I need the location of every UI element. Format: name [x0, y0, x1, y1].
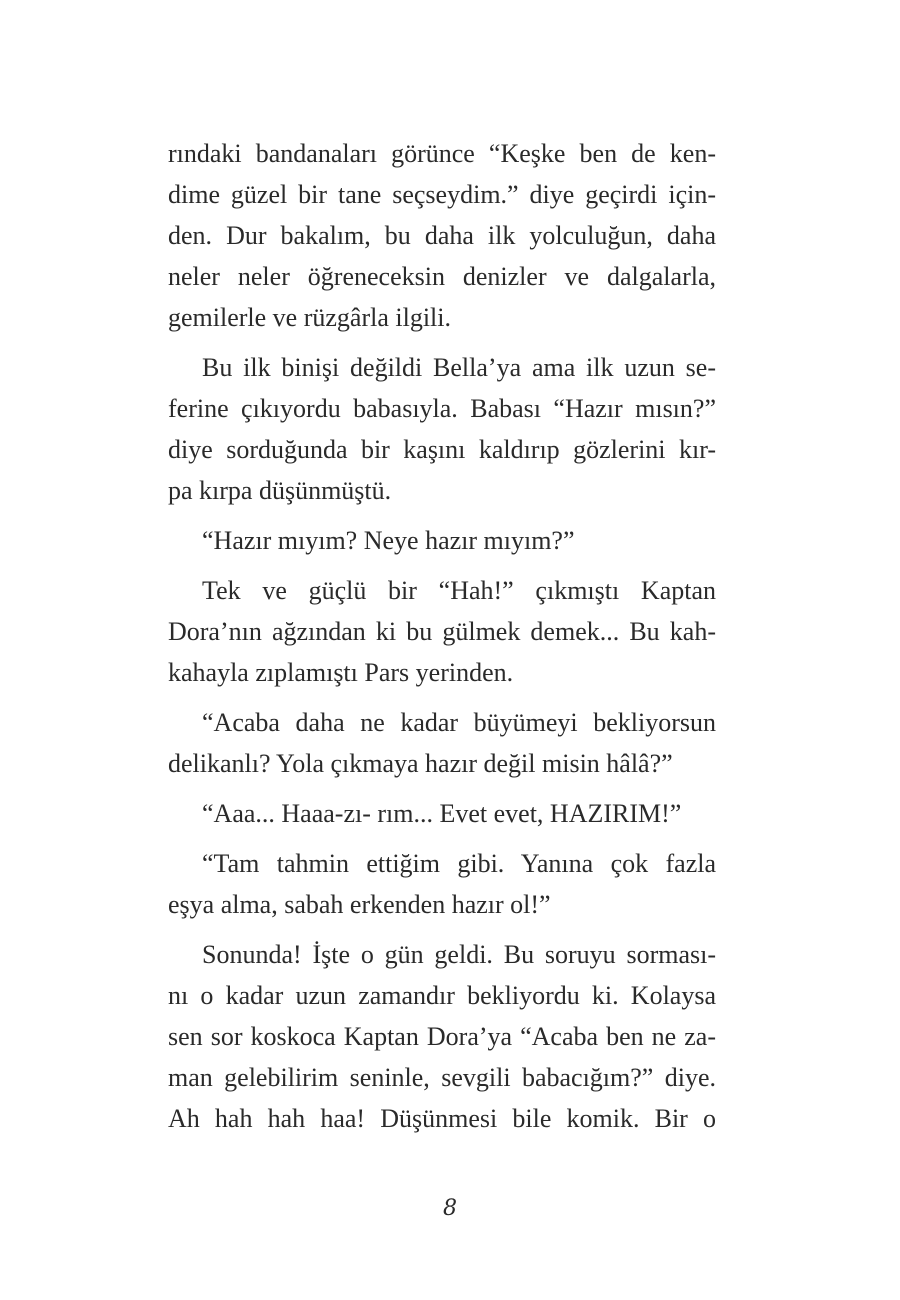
page-number: 8 — [443, 1196, 457, 1221]
text-line: “Hazır mıyım? Neye hazır mıyım?” — [202, 526, 575, 555]
text-line: “Tam tahmin ettiğim gibi. Yanına çok fazla — [202, 849, 716, 878]
text-line: Sonunda! İşte o gün geldi. Bu soruyu sorması- — [202, 940, 716, 969]
paragraph-4 — [168, 570, 716, 693]
paragraph-1 — [168, 133, 716, 338]
paragraph-2 — [168, 347, 716, 511]
text-line: den. Dur bakalım, bu daha ilk yolculuğun, daha — [168, 221, 716, 250]
paragraph-7 — [168, 843, 716, 925]
text-line: eşya alma, sabah erkenden hazır ol!” — [168, 890, 551, 919]
text-line: kahayla zıplamıştı Pars yerinden. — [168, 658, 514, 687]
text-line: “Acaba daha ne kadar büyümeyi bekliyorsun — [202, 708, 716, 737]
paragraph-8 — [168, 934, 716, 1139]
text-line: neler neler öğreneceksin denizler ve dalgalarla, — [168, 262, 716, 291]
text-line: Tek ve güçlü bir “Hah!” çıkmıştı Kaptan — [202, 576, 716, 605]
text-line: delikanlı? Yola çıkmaya hazır değil misin hâlâ?” — [168, 749, 673, 778]
paragraph-3 — [168, 520, 716, 561]
paragraph-6 — [168, 793, 716, 834]
text-line: Ah hah hah haa! Düşünmesi bile komik. Bir o — [168, 1104, 716, 1133]
text-line: rındaki bandanaları görünce “Keşke ben de ken- — [168, 139, 716, 168]
text-line: ferine çıkıyordu babasıyla. Babası “Hazır mısın?” — [168, 394, 716, 423]
text-line: “Aaa... Haaa-zı- rım... Evet evet, HAZIRIM!” — [202, 799, 682, 828]
text-line: man gelebilirim seninle, sevgili babacığım?” diye. — [168, 1063, 716, 1092]
text-line: nı o kadar uzun zamandır bekliyordu ki. Kolaysa — [168, 981, 716, 1010]
page-body — [168, 133, 716, 1148]
text-line: gemilerle ve rüzgârla ilgili. — [168, 303, 451, 332]
text-line: diye sorduğunda bir kaşını kaldırıp gözlerini kır- — [168, 435, 716, 464]
text-line: Bu ilk binişi değildi Bella’ya ama ilk uzun se- — [202, 353, 716, 382]
text-line: Dora’nın ağzından ki bu gülmek demek... Bu kah- — [168, 617, 716, 646]
text-line: dime güzel bir tane seçseydim.” diye geçirdi için- — [168, 180, 716, 209]
paragraph-5 — [168, 702, 716, 784]
text-line: pa kırpa düşünmüştü. — [168, 476, 392, 505]
text-line: sen sor koskoca Kaptan Dora’ya “Acaba ben ne za- — [168, 1022, 716, 1051]
